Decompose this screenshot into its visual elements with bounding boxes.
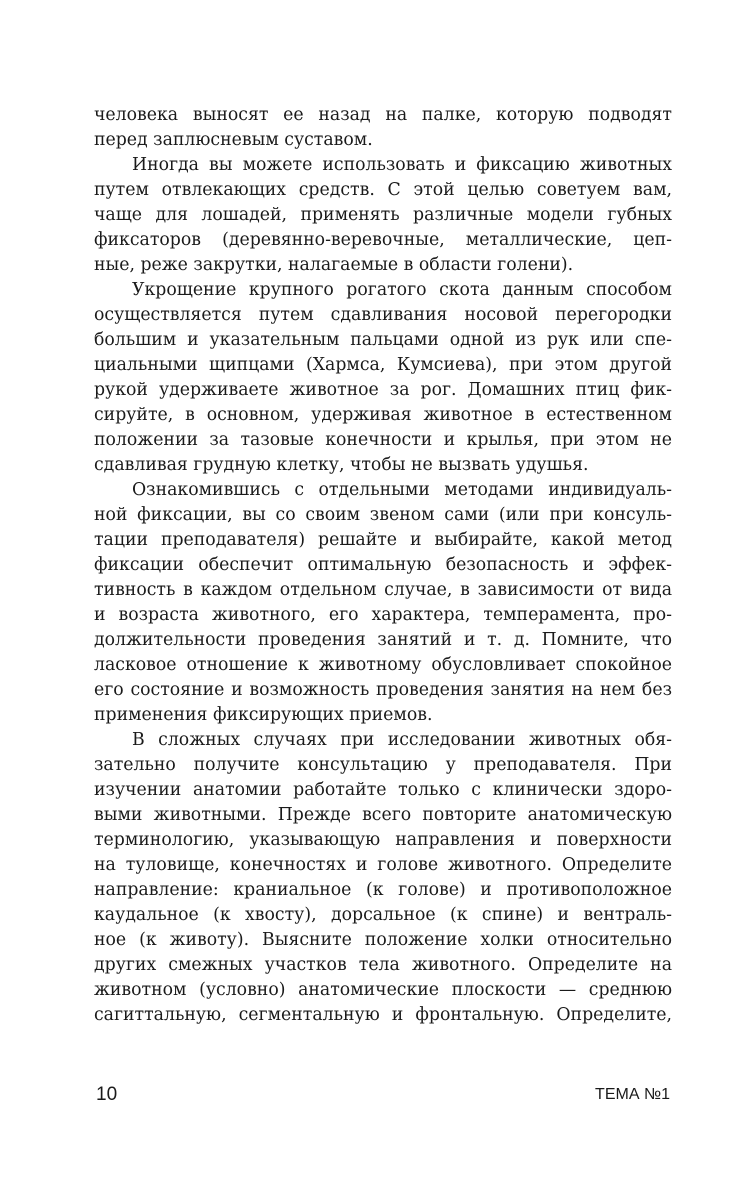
text-line: положении за тазовые конечности и крылья, при этом не: [94, 430, 672, 450]
text-line: фиксации обеспечит оптимальную безопасность и эффек-: [94, 555, 672, 575]
text-line: сдавливая грудную клетку, чтобы не вызвать удушья.: [94, 455, 589, 475]
text-line: сируйте, в основном, удерживая животное в естественном: [94, 405, 672, 425]
text-line: Иногда вы можете использовать и фиксацию животных: [132, 155, 672, 175]
text-line: каудальное (к хвосту), дорсальное (к спине) и вентраль-: [94, 905, 672, 925]
text-line: изучении анатомии работайте только с клинически здоро-: [94, 780, 672, 800]
text-line: и возраста животного, его характера, темперамента, про-: [94, 605, 672, 625]
paragraph-4: [94, 478, 672, 728]
text-line: фиксаторов (деревянно-веревочные, металлические, цеп-: [94, 230, 672, 250]
text-line: тации преподавателя) решайте и выбирайте, какой метод: [94, 530, 672, 550]
text-line: других смежных участков тела животного. Определите на: [94, 955, 672, 975]
text-line: его состояние и возможность проведения занятия на нем без: [94, 680, 672, 700]
text-line: на туловище, конечностях и голове животного. Определите: [94, 855, 672, 875]
text-line: большим и указательным пальцами одной из рук или спе-: [94, 330, 672, 350]
text-line: чаще для лошадей, применять различные модели губных: [94, 205, 672, 225]
text-line: рукой удерживаете животное за рог. Домашних птиц фик-: [94, 380, 672, 400]
text-line: В сложных случаях при исследовании животных обя-: [132, 730, 672, 750]
text-line: Ознакомившись с отдельными методами индивидуаль-: [132, 480, 672, 500]
text-line: циальными щипцами (Хармса, Кумсиева), при этом другой: [94, 355, 672, 375]
text-line: терминологию, указывающую направления и поверхности: [94, 830, 672, 850]
text-line: сагиттальную, сегментальную и фронтальную. Определите,: [94, 1005, 672, 1025]
text-line: животном (условно) анатомические плоскости — среднюю: [94, 980, 672, 1000]
page-number: 10: [96, 1084, 118, 1105]
text-line: направление: краниальное (к голове) и противоположное: [94, 880, 672, 900]
text-line: выми животными. Прежде всего повторите анатомическую: [94, 805, 672, 825]
text-line: тивность в каждом отдельном случае, в зависимости от вида: [94, 580, 672, 600]
paragraph-5: [94, 728, 672, 1028]
section-title: ТЕМА №1: [595, 1086, 670, 1103]
text-line: ные, реже закрутки, налагаемые в области голени).: [94, 255, 574, 275]
text-line: Укрощение крупного рогатого скота данным способом: [132, 280, 672, 300]
text-line: должительности проведения занятий и т. д. Помните, что: [94, 630, 672, 650]
text-line: путем отвлекающих средств. С этой целью советуем вам,: [94, 180, 672, 200]
text-line: ной фиксации, вы со своим звеном сами (или при консуль-: [94, 505, 672, 525]
text-line: применения фиксирующих приемов.: [94, 705, 433, 725]
text-line: ласковое отношение к животному обусловливает спокойное: [94, 655, 672, 675]
text-line: зательно получите консультацию у преподавателя. При: [94, 755, 672, 775]
text-line: ное (к животу). Выясните положение холки относительно: [94, 930, 672, 950]
paragraph-1: [94, 103, 672, 153]
text-line: человека выносят ее назад на палке, которую подводят: [94, 105, 672, 125]
text-line: перед заплюсневым суставом.: [94, 130, 373, 150]
text-line: осуществляется путем сдавливания носовой перегородки: [94, 305, 672, 325]
page-text: [94, 103, 672, 1028]
paragraph-3: [94, 278, 672, 478]
paragraph-2: [94, 153, 672, 278]
